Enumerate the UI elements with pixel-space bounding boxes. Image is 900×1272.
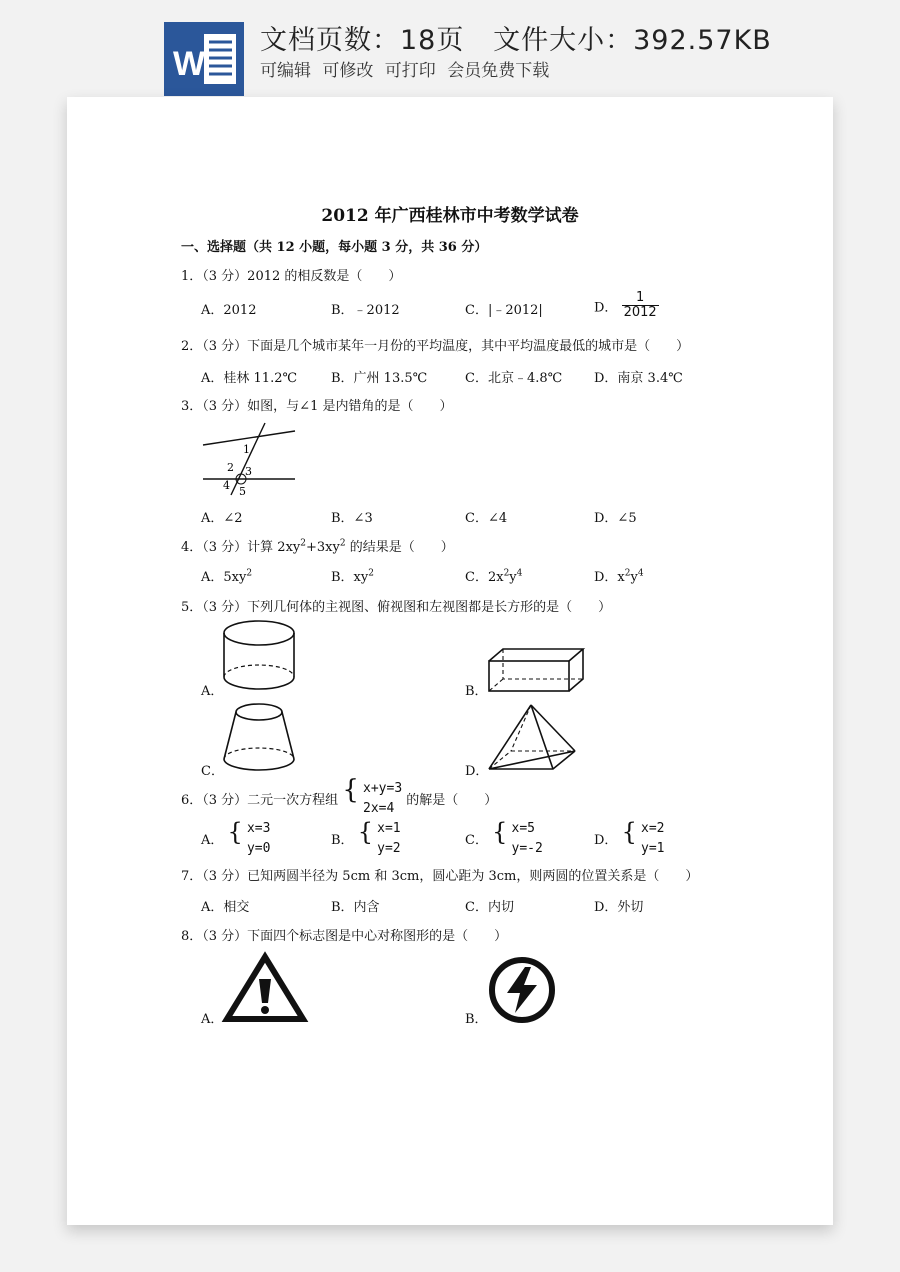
cuboid-figure <box>487 645 587 695</box>
q4-option-a: A．$5xy^2$ <box>201 568 253 585</box>
question-6: 6．（3 分）二元一次方程组 { x+y=3 2x=4 的解是（ ） <box>181 779 497 819</box>
download-banner <box>0 0 900 100</box>
q6-option-d: D． { x=2 y=1 <box>594 818 665 856</box>
q7-option-d: D．外切 <box>594 900 644 915</box>
q3-option-c: C．∠4 <box>465 511 508 526</box>
brace-icon: { <box>227 818 243 846</box>
q7-option-a: A．相交 <box>201 900 250 915</box>
question-3: 3．（3 分）如图，与∠1 是内错角的是（ ） <box>181 399 453 414</box>
q2-option-a: A．桂林 11.2℃ <box>201 371 298 386</box>
cylinder-figure <box>221 619 297 695</box>
q6-option-c: C． { x=5 y=-2 <box>465 818 543 856</box>
q4-option-d: D．$x^2y^4$ <box>594 568 644 585</box>
fraction: $\frac{1}{2012}$ <box>623 290 657 321</box>
q7-option-c: C．内切 <box>465 900 514 915</box>
angle-figure <box>199 423 299 499</box>
q7-option-b: B．内含 <box>331 900 380 915</box>
logo-letter: W <box>173 45 206 83</box>
pyramid-figure <box>487 703 579 773</box>
lightning-sign-icon <box>487 955 557 1025</box>
q1-option-d: D． $\frac{1}{2012}$ <box>594 290 657 321</box>
question-5: 5．（3 分）下列几何体的主视图、俯视图和左视图都是长方形的是（ ） <box>181 600 612 615</box>
equation-system: x+y=3 2x=4 <box>363 781 403 816</box>
q5-option-d: D． <box>465 764 489 779</box>
angle-label-3: 3 <box>245 465 252 478</box>
question-7: 7．（3 分）已知两圆半径为 5cm 和 3cm，圆心距为 3cm，则两圆的位置关系是（ ） <box>181 869 699 884</box>
q6-option-a: A． { x=3 y=0 <box>201 818 271 856</box>
brace-icon: { <box>621 818 637 846</box>
file-features: 可编辑 可修改 可打印 会员免费下载 <box>260 61 550 81</box>
angle-label-1: 1 <box>243 443 250 456</box>
q2-option-d: D．南京 3.4℃ <box>594 371 683 386</box>
q5-option-b: B． <box>465 684 488 699</box>
brace-icon: { <box>357 818 373 846</box>
q4-option-b: B．$xy^2$ <box>331 568 374 585</box>
document-page <box>67 97 833 1225</box>
brace-icon: { <box>492 818 508 846</box>
angle-label-2: 2 <box>227 461 234 474</box>
warning-sign-icon <box>223 953 307 1023</box>
angle-label-4: 4 <box>223 479 230 492</box>
q8-option-b: B． <box>465 1012 488 1027</box>
q3-option-a: A．∠2 <box>201 511 243 526</box>
document-title: 2012 年广西桂林市中考数学试卷 <box>321 206 579 226</box>
q2-option-c: C．北京﹣4.8℃ <box>465 371 563 386</box>
q8-option-a: A． <box>201 1012 224 1027</box>
question-1: 1．（3 分）2012 的相反数是（ ） <box>181 269 402 284</box>
angle-label-5: 5 <box>239 485 246 498</box>
word-document-icon <box>164 22 244 96</box>
question-4: 4．（3 分）计算 $2xy^2+3xy^2$ 的结果是（ ） <box>181 538 454 555</box>
brace-icon: { <box>342 775 359 805</box>
question-8: 8．（3 分）下面四个标志图是中心对称图形的是（ ） <box>181 929 508 944</box>
q1-option-b: B．﹣2012 <box>331 303 400 318</box>
section-heading: 一、选择题（共 12 小题，每小题 3 分，共 36 分） <box>181 240 488 255</box>
frustum-figure <box>221 701 297 775</box>
question-2: 2．（3 分）下面是几个城市某年一月份的平均温度，其中平均温度最低的城市是（ ） <box>181 339 690 354</box>
q5-option-c: C． <box>201 764 224 779</box>
q5-option-a: A． <box>201 684 224 699</box>
q3-option-d: D．∠5 <box>594 511 637 526</box>
q4-option-c: C．$2x^2y^4$ <box>465 568 523 585</box>
q3-option-b: B．∠3 <box>331 511 373 526</box>
q6-option-b: B． { x=1 y=2 <box>331 818 401 856</box>
file-info: 文档页数：18页 文件大小：392.57KB <box>260 25 772 56</box>
q1-option-c: C．|﹣2012| <box>465 303 543 318</box>
q1-option-a: A．2012 <box>201 303 257 318</box>
q2-option-b: B．广州 13.5℃ <box>331 371 428 386</box>
